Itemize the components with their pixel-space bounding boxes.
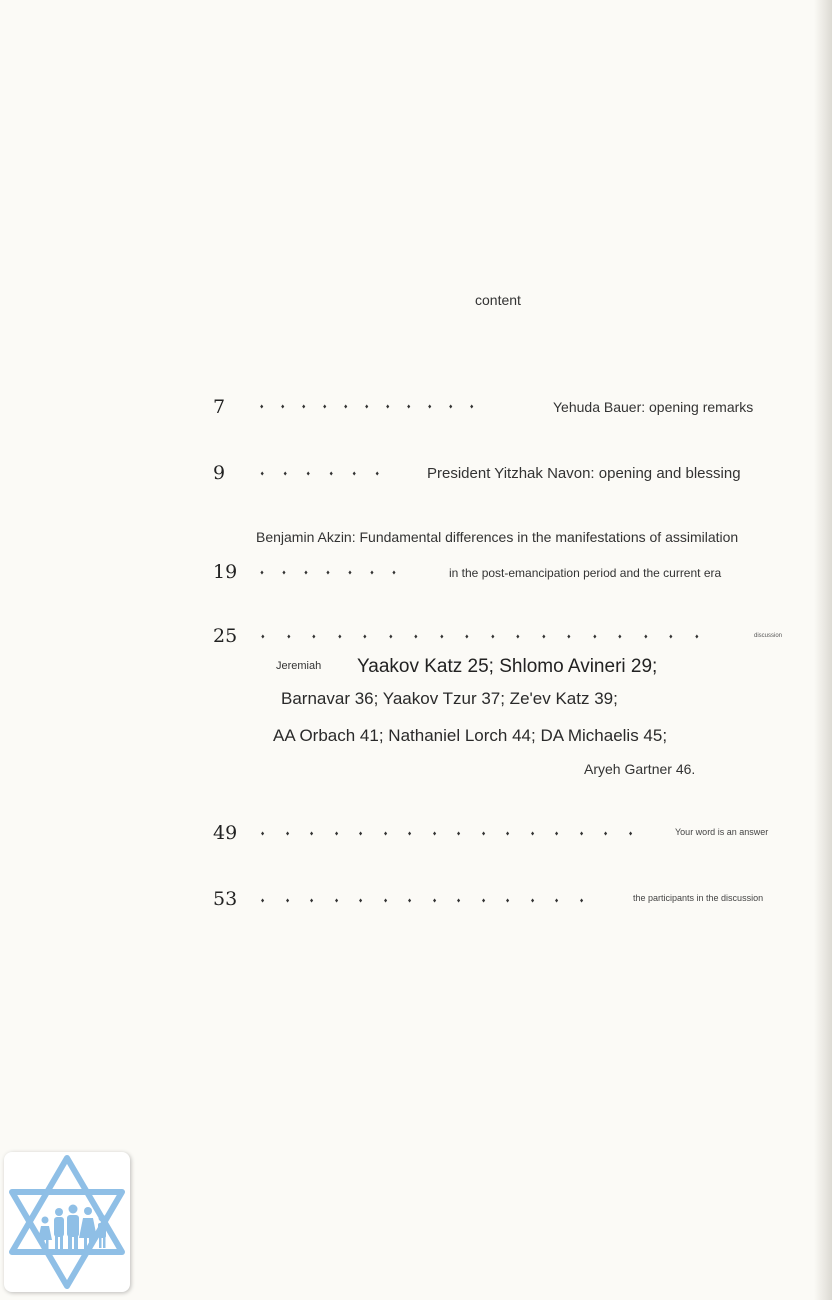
toc-page-number: 49 — [213, 822, 238, 844]
toc-entry-title: Your word is an answer — [675, 827, 769, 837]
discussion-participants-line4: Aryeh Gartner 46. — [584, 761, 696, 777]
toc-entry-title: discussion — [754, 633, 783, 639]
toc-entry-title: Yehuda Bauer: opening remarks — [553, 399, 754, 415]
star-of-david-family-icon — [4, 1152, 130, 1292]
toc-entry-title: the participants in the discussion — [633, 893, 764, 903]
toc-leader-dots: ♦ ♦ ♦ ♦ ♦ ♦ ♦ ♦ ♦ ♦ ♦ ♦ ♦ ♦ ♦ ♦ ♦ ♦ — [260, 633, 699, 640]
toc-leader-dots: ♦ ♦ ♦ ♦ ♦ ♦ ♦ ♦ ♦ ♦ ♦ — [259, 403, 475, 410]
page-heading: content — [475, 292, 521, 308]
discussion-participants-line3: AA Orbach 41; Nathaniel Lorch 44; DA Michaelis 45; — [273, 726, 668, 745]
toc-entry-title: President Yitzhak Navon: opening and blessing — [427, 465, 741, 482]
toc-entry-title-line2: in the post-emancipation period and the current era — [449, 566, 722, 580]
discussion-participants-line1: Yaakov Katz 25; Shlomo Avineri 29; — [357, 656, 658, 677]
toc-leader-dots: ♦ ♦ ♦ ♦ ♦ ♦ ♦ ♦ ♦ ♦ ♦ ♦ ♦ ♦ ♦ ♦ — [260, 830, 633, 837]
toc-page-number: 19 — [213, 561, 238, 583]
toc-leader-dots: ♦ ♦ ♦ ♦ ♦ ♦ ♦ — [259, 569, 397, 576]
toc-page-number: 25 — [213, 625, 238, 647]
toc-page-number: 9 — [213, 462, 226, 484]
logo-badge — [4, 1152, 130, 1292]
toc-entry-title-line1: Benjamin Akzin: Fundamental differences in the manifestations of assimilation — [256, 529, 739, 545]
discussion-participants-line2: Barnavar 36; Yaakov Tzur 37; Ze'ev Katz 39; — [281, 689, 618, 708]
toc-leader-dots: ♦ ♦ ♦ ♦ ♦ ♦ ♦ ♦ ♦ ♦ ♦ ♦ ♦ ♦ — [260, 897, 584, 904]
discussion-prefix: Jeremiah — [276, 660, 322, 672]
toc-leader-dots: ♦ ♦ ♦ ♦ ♦ ♦ — [259, 470, 380, 477]
toc-page-number: 53 — [213, 888, 238, 910]
page-edge — [814, 0, 832, 1300]
toc-page-number: 7 — [213, 396, 226, 418]
